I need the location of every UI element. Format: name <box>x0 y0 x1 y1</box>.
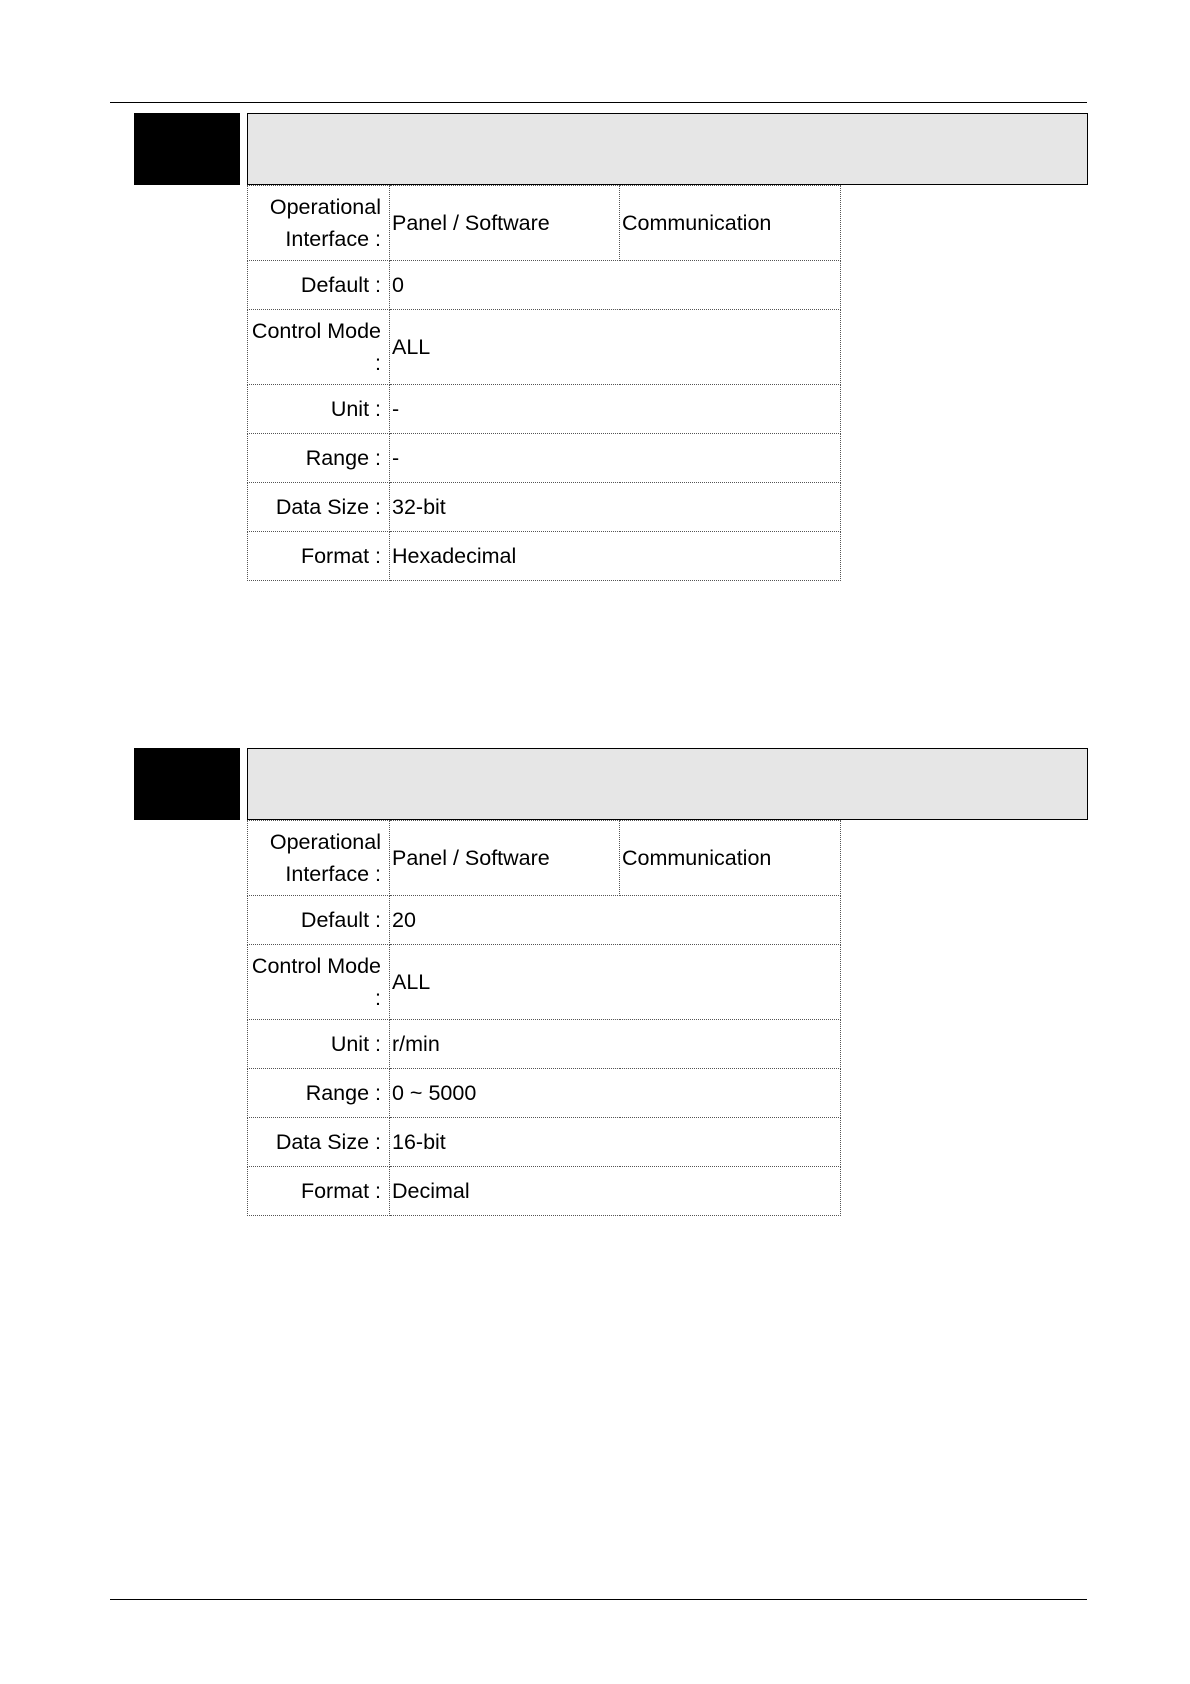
row-control-mode <box>248 945 841 1020</box>
unit-label: Unit : <box>248 1020 390 1069</box>
format-value: Hexadecimal <box>390 532 841 581</box>
range-label: Range : <box>248 1069 390 1118</box>
parameter-header-name-cell <box>347 748 841 820</box>
operational-interface-panel-software: Panel / Software <box>390 186 620 261</box>
row-format <box>248 1167 841 1216</box>
row-default <box>248 261 841 310</box>
format-value: Decimal <box>390 1167 841 1216</box>
control-mode-value: ALL <box>390 945 841 1020</box>
parameter-header-reference-cell <box>840 113 1088 185</box>
operational-interface-communication: Communication <box>620 821 841 896</box>
operational-interface-label: Operational Interface : <box>248 186 390 261</box>
parameter-code-tab <box>134 113 240 185</box>
operational-interface-label: Operational Interface : <box>248 821 390 896</box>
row-range <box>248 434 841 483</box>
parameter-attribute-table <box>247 185 841 581</box>
operational-interface-panel-software: Panel / Software <box>390 821 620 896</box>
parameter-header-reference-cell <box>840 748 1088 820</box>
row-unit <box>248 1020 841 1069</box>
row-range <box>248 1069 841 1118</box>
range-value: 0 ~ 5000 <box>390 1069 841 1118</box>
default-value: 0 <box>390 261 841 310</box>
parameter-header-address-cell <box>247 113 349 185</box>
parameter-code-tab <box>134 748 240 820</box>
data-size-value: 16-bit <box>390 1118 841 1167</box>
format-label: Format : <box>248 532 390 581</box>
default-label: Default : <box>248 896 390 945</box>
control-mode-label: Control Mode : <box>248 310 390 385</box>
range-value: - <box>390 434 841 483</box>
parameter-attribute-table <box>247 820 841 1216</box>
control-mode-value: ALL <box>390 310 841 385</box>
row-operational-interface <box>248 186 841 261</box>
row-operational-interface <box>248 821 841 896</box>
parameter-header-name-cell <box>347 113 841 185</box>
unit-label: Unit : <box>248 385 390 434</box>
range-label: Range : <box>248 434 390 483</box>
row-control-mode <box>248 310 841 385</box>
header-rule <box>110 102 1087 103</box>
row-default <box>248 896 841 945</box>
parameter-header-address-cell <box>247 748 349 820</box>
unit-value: r/min <box>390 1020 841 1069</box>
unit-value: - <box>390 385 841 434</box>
row-format <box>248 532 841 581</box>
operational-interface-communication: Communication <box>620 186 841 261</box>
row-data-size <box>248 483 841 532</box>
data-size-label: Data Size : <box>248 1118 390 1167</box>
row-unit <box>248 385 841 434</box>
row-data-size <box>248 1118 841 1167</box>
format-label: Format : <box>248 1167 390 1216</box>
default-value: 20 <box>390 896 841 945</box>
default-label: Default : <box>248 261 390 310</box>
data-size-value: 32-bit <box>390 483 841 532</box>
footer-rule <box>110 1599 1087 1600</box>
data-size-label: Data Size : <box>248 483 390 532</box>
control-mode-label: Control Mode : <box>248 945 390 1020</box>
